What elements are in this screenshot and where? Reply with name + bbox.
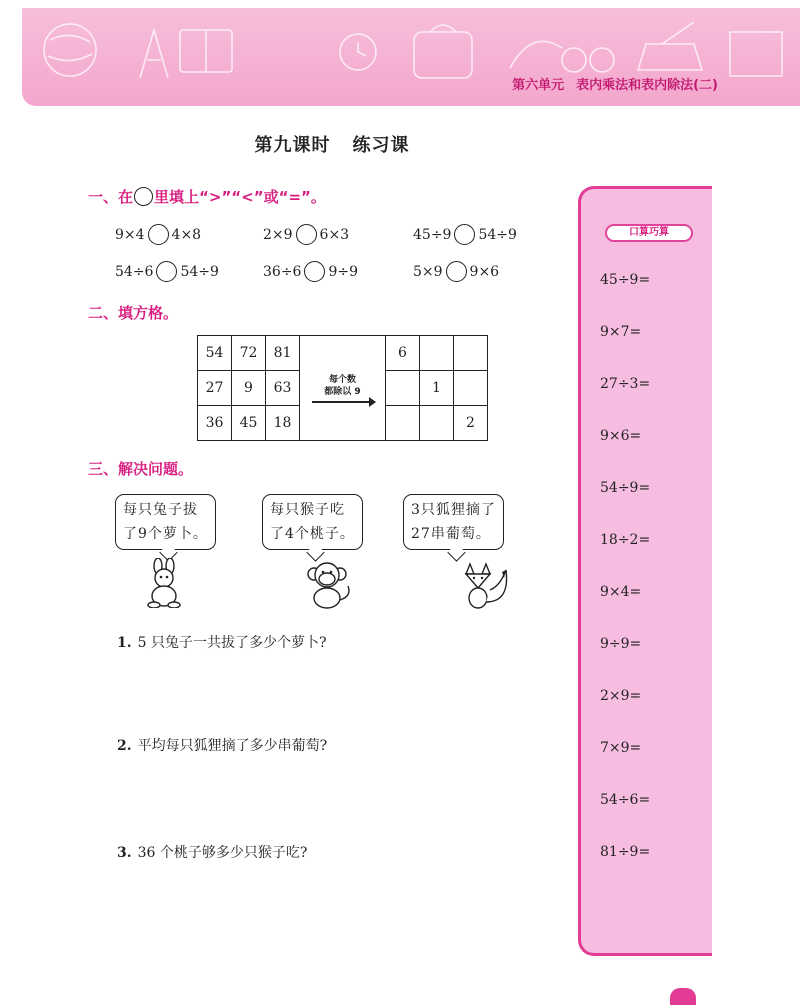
bubble-line: 每只猴子吃: [270, 502, 345, 518]
answer-cell[interactable]: [386, 406, 420, 441]
rule-line-1: 每个数: [328, 374, 356, 385]
bubble-line: 27串葡萄。: [411, 526, 491, 542]
oral-item: 7×9=: [600, 740, 642, 756]
fill-grid-table: [197, 335, 488, 441]
chapter-label: 表内乘法和表内除法(二): [576, 78, 718, 93]
table-row: [198, 336, 488, 371]
oral-item: 18÷2=: [600, 532, 651, 548]
question-number: 3.: [117, 845, 132, 861]
grid-cell: 54: [198, 336, 232, 371]
expr-right: 6×3: [319, 227, 350, 243]
oral-calculation-badge: 口算巧算: [605, 224, 693, 242]
header-unit-text: [512, 74, 730, 93]
lesson-type: 练习课: [352, 135, 410, 156]
compare-row-2: [115, 261, 555, 285]
oral-item: 9×4=: [600, 584, 642, 600]
grid-cell: 81: [266, 336, 300, 371]
compare-blank-circle[interactable]: [446, 261, 467, 282]
answer-cell[interactable]: 2: [454, 406, 488, 441]
oral-item: 9×7=: [600, 324, 642, 340]
section-1-heading-post: 里填上“>”“<”或“=”。: [154, 188, 326, 206]
oral-item: 54÷9=: [600, 480, 651, 496]
grid-cell: 72: [232, 336, 266, 371]
compare-item: [115, 224, 201, 245]
compare-item: [115, 261, 219, 282]
answer-cell[interactable]: [420, 336, 454, 371]
question-number: 2.: [117, 738, 132, 754]
compare-blank-circle[interactable]: [454, 224, 475, 245]
oral-item: 27÷3=: [600, 376, 651, 392]
question-2: [117, 735, 327, 755]
oral-item: 45÷9=: [600, 272, 651, 288]
expr-left: 54÷6: [115, 264, 154, 280]
expr-right: 9÷9: [328, 264, 358, 280]
oral-item: 9÷9=: [600, 636, 642, 652]
bubble-line: 了4个桃子。: [270, 526, 355, 542]
lesson-label: 第九课时: [254, 135, 331, 156]
rabbit-icon: [142, 558, 186, 608]
grid-cell: 45: [232, 406, 266, 441]
expr-right: 9×6: [469, 264, 500, 280]
arrow-right-icon: [312, 401, 374, 403]
answer-cell[interactable]: [454, 336, 488, 371]
answer-cell[interactable]: [420, 406, 454, 441]
expr-right: 54÷9: [478, 227, 517, 243]
grid-cell: 18: [266, 406, 300, 441]
section-3-heading: 三、解决问题。: [88, 460, 194, 478]
section-1-heading-pre: 一、在: [88, 188, 134, 206]
section-1-heading: [88, 186, 326, 207]
bubble-line: 了9个萝卜。: [123, 526, 208, 542]
question-text: 36 个桃子够多少只猴子吃?: [137, 845, 308, 861]
grid-cell: 36: [198, 406, 232, 441]
expr-left: 5×9: [413, 264, 443, 280]
question-1: [117, 632, 327, 652]
answer-cell[interactable]: 1: [420, 371, 454, 406]
question-text: 平均每只狐狸摘了多少串葡萄?: [137, 738, 328, 754]
answer-cell[interactable]: [454, 371, 488, 406]
compare-row-1: [115, 224, 555, 248]
grid-cell: 9: [232, 371, 266, 406]
page-title: [0, 131, 664, 157]
oral-item: 2×9=: [600, 688, 642, 704]
grid-cell: 63: [266, 371, 300, 406]
monkey-icon: [300, 558, 354, 610]
speech-bubble-rabbit: [115, 494, 216, 550]
circle-icon: [134, 187, 153, 206]
expr-left: 36÷6: [263, 264, 302, 280]
compare-item: [263, 261, 358, 282]
expr-left: 45÷9: [413, 227, 452, 243]
speech-bubble-fox: [403, 494, 504, 550]
bubble-line: 3只狐狸摘了: [411, 502, 496, 518]
compare-blank-circle[interactable]: [148, 224, 169, 245]
speech-bubble-monkey: [262, 494, 363, 550]
oral-item: 54÷6=: [600, 792, 651, 808]
expr-right: 4×8: [171, 227, 202, 243]
compare-item: [413, 261, 499, 282]
oral-item: 81÷9=: [600, 844, 651, 860]
rule-line-2: 都除以 9: [324, 386, 361, 397]
question-3: [117, 842, 307, 862]
compare-blank-circle[interactable]: [304, 261, 325, 282]
oral-item: 9×6=: [600, 428, 642, 444]
expr-right: 54÷9: [180, 264, 219, 280]
oral-calculation-panel: [578, 186, 712, 956]
question-number: 1.: [117, 635, 132, 651]
fox-icon: [456, 558, 514, 610]
answer-cell[interactable]: 6: [386, 336, 420, 371]
grid-cell: 27: [198, 371, 232, 406]
bubble-line: 每只兔子拔: [123, 502, 198, 518]
expr-left: 9×4: [115, 227, 145, 243]
compare-blank-circle[interactable]: [156, 261, 177, 282]
section-2-heading: 二、填方格。: [88, 304, 179, 322]
expr-left: 2×9: [263, 227, 293, 243]
compare-item: [413, 224, 517, 245]
unit-label: 第六单元: [512, 78, 565, 93]
question-text: 5 只兔子一共拔了多少个萝卜?: [137, 635, 327, 651]
compare-item: [263, 224, 349, 245]
compare-blank-circle[interactable]: [296, 224, 317, 245]
answer-cell[interactable]: [386, 371, 420, 406]
page-number-tab: [670, 988, 696, 1005]
rule-cell: [300, 336, 386, 441]
